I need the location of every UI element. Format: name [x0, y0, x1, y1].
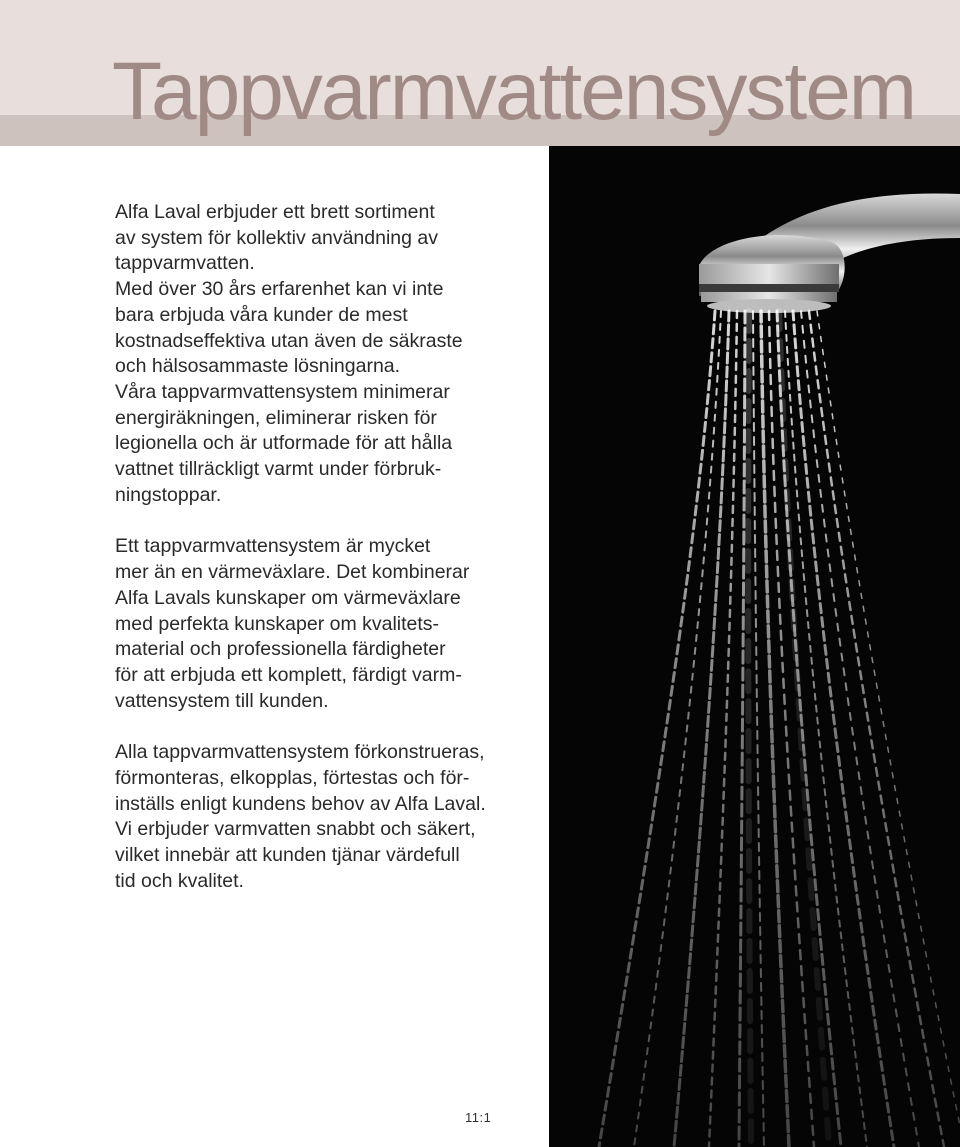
page-number: 11:1 [465, 1110, 492, 1125]
paragraph-preassembly: Alla tappvarmvattensystem förkonstrueras, förmonteras, elkopplas, förtestas och för- inställs enligt kundens behov av Alfa Laval. Vi erbjuder varmvatten snabbt och säkert, vilket innebär att kunden tjänar värdefull tid och kvalitet. [115, 741, 486, 892]
body-text [115, 200, 535, 921]
shower-photo [549, 146, 960, 1147]
page-title: Tappvarmvattensystem [112, 45, 916, 137]
shower-head-icon [549, 146, 960, 1147]
paragraph-system: Ett tappvarmvattensystem är mycket mer än en värmeväxlare. Det kombinerar Alfa Lavals kunskaper om värmeväxlare med perfekta kunskaper om kvalitets- material och professionella färdigheter för att erbjuda ett komplett, färdigt varm- vattensystem till kunden. [115, 535, 470, 712]
paragraph-intro: Alfa Laval erbjuder ett brett sortiment av system för kollektiv användning av tappvarmvatten. Med över 30 års erfarenhet kan vi inte bara erbjuda våra kunder de mest kostnadseffektiva utan även de säkraste och hälsosammaste lösningarna. Våra tappvarmvattensystem minimerar energiräkningen, eliminerar risken för legionella och är utformade för att hålla vattnet tillräckligt varmt under förbruk- ningstoppar. [115, 201, 463, 506]
